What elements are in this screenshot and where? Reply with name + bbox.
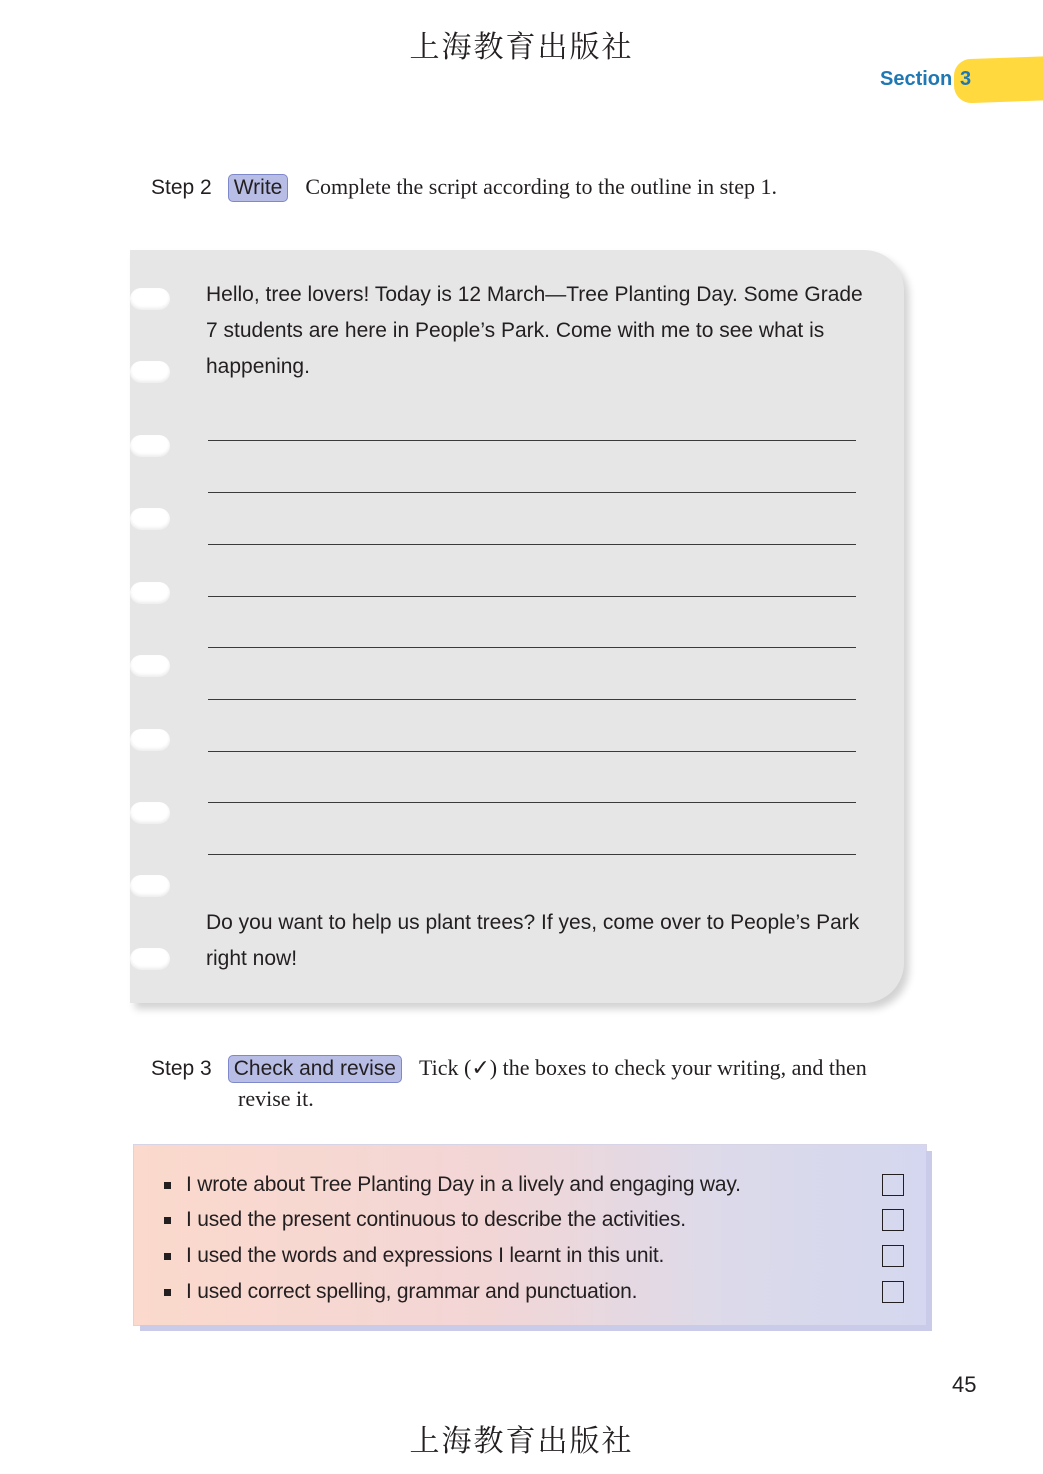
step-3-instruction: Tick (✓) the boxes to check your writing, and then [418,1055,867,1080]
step-3-row [151,1055,867,1083]
bullet [164,1217,171,1224]
step-3-pill: Check and revise [228,1055,402,1083]
notebook-ring [130,948,170,970]
page-number: 45 [952,1372,977,1397]
checklist-item [164,1207,904,1237]
notebook-ring [130,288,170,310]
notebook-ring [130,361,170,383]
writing-line[interactable] [208,802,856,803]
notebook-page [130,250,904,1003]
checklist-item-text: I used the present continuous to describe the activities. [186,1208,686,1231]
step-3-instruction-continued: revise it. [238,1086,314,1111]
step-3-label: Step 3 [151,1057,212,1080]
writing-line[interactable] [208,699,856,700]
writing-line[interactable] [208,492,856,493]
writing-line[interactable] [208,647,856,648]
step-2-instruction: Complete the script according to the outline in step 1. [305,174,778,199]
checkbox[interactable] [882,1281,904,1303]
bullet [164,1289,171,1296]
step-2-label: Step 2 [151,176,212,199]
checklist-item-text: I used correct spelling, grammar and punctuation. [186,1280,638,1303]
notebook-ring [130,435,170,457]
writing-line[interactable] [208,544,856,545]
section-number: 3 [960,68,972,90]
writing-line[interactable] [208,854,856,855]
checkbox[interactable] [882,1245,904,1267]
writing-line[interactable] [208,596,856,597]
step-2-pill: Write [228,174,289,202]
notebook-ring [130,802,170,824]
writing-line[interactable] [208,440,856,441]
publisher-header: 上海教育出版社 [409,30,634,65]
revision-checklist [134,1145,926,1325]
checklist-item [164,1279,904,1309]
checklist-item [164,1172,904,1202]
checklist-item-text: I wrote about Tree Planting Day in a lively and engaging way. [186,1173,741,1196]
publisher-footer: 上海教育出版社 [409,1424,634,1459]
notebook-ring [130,655,170,677]
notebook-ring [130,582,170,604]
notebook-ring [130,508,170,530]
notebook-ring [130,875,170,897]
checkbox[interactable] [882,1209,904,1231]
bullet [164,1182,171,1189]
writing-line[interactable] [208,751,856,752]
script-outro: Do you want to help us plant trees? If yes, come over to People’s Park right now! [206,911,860,970]
checklist-item [164,1243,904,1273]
script-intro: Hello, tree lovers! Today is 12 March—Tree Planting Day. Some Grade 7 students are here in People’s Park. Come with me to see what is happening. [206,283,863,378]
checkbox[interactable] [882,1174,904,1196]
notebook-ring [130,729,170,751]
step-2-row [151,174,777,202]
bullet [164,1253,171,1260]
section-label: Section [880,68,953,90]
checklist-item-text: I used the words and expressions I learnt in this unit. [186,1244,665,1267]
